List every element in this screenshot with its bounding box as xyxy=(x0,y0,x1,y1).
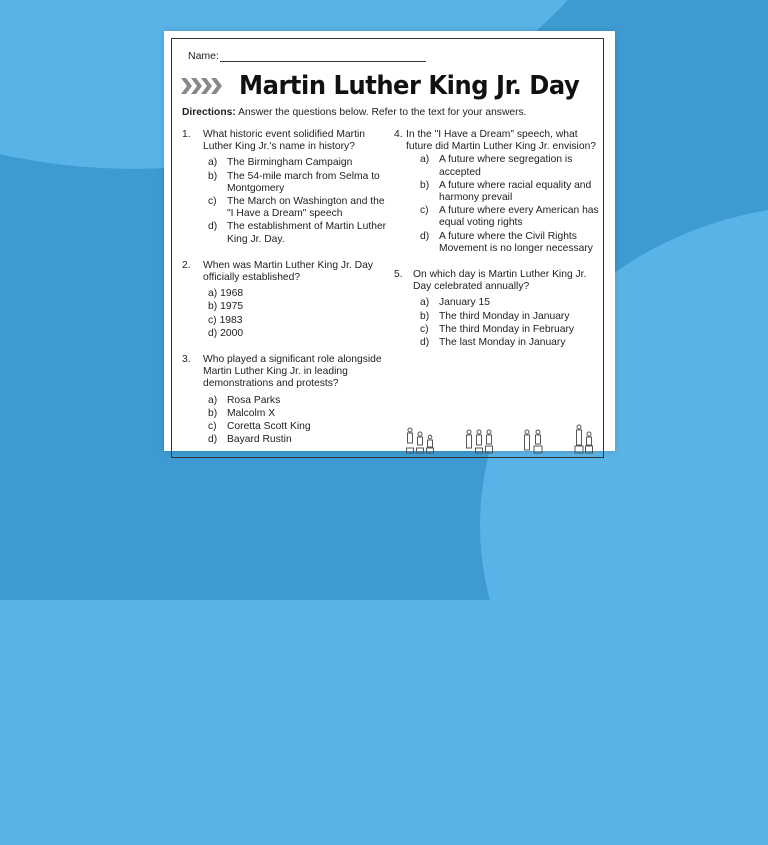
question-number: 5. xyxy=(394,269,403,281)
question-number: 2. xyxy=(182,259,191,271)
title-row xyxy=(181,69,605,103)
option-text: January 15 xyxy=(439,297,490,309)
option-letter: c) xyxy=(208,196,217,208)
option-item[interactable] xyxy=(208,301,387,313)
option-text: A future where segregation is accepted xyxy=(439,154,573,178)
option-letter: a) xyxy=(208,157,218,169)
option-text: The third Monday in January xyxy=(439,310,570,322)
questions-column-left xyxy=(182,129,387,460)
option-letter: b) xyxy=(420,310,430,322)
option-item[interactable] xyxy=(420,337,599,349)
options-list xyxy=(208,157,387,245)
option-item[interactable] xyxy=(420,231,599,255)
question-number: 1. xyxy=(182,129,191,140)
option-letter: d) xyxy=(420,230,430,242)
option-item[interactable] xyxy=(420,154,599,178)
option-text: The last Monday in January xyxy=(439,337,566,349)
option-item[interactable] xyxy=(208,288,387,300)
options-list xyxy=(420,297,599,349)
option-text: The 54-mile march from Selma to Montgomery xyxy=(227,170,380,194)
people-pair-icon xyxy=(573,424,595,454)
option-item[interactable] xyxy=(208,434,387,446)
option-item[interactable] xyxy=(420,324,599,336)
people-group-icon xyxy=(405,424,435,454)
name-row xyxy=(188,50,426,62)
question-3 xyxy=(182,354,387,446)
option-item[interactable] xyxy=(420,205,599,229)
option-text: The Birmingham Campaign xyxy=(227,157,353,169)
option-text: The third Monday in February xyxy=(439,323,575,335)
option-item[interactable] xyxy=(208,157,387,169)
option-text: A future where the Civil Rights Movement is no longer necessary xyxy=(439,230,593,254)
option-item[interactable] xyxy=(208,315,387,327)
option-letter: b) xyxy=(420,179,430,191)
question-1 xyxy=(182,129,387,246)
options-list xyxy=(420,154,599,255)
options-list xyxy=(208,288,387,340)
option-item[interactable] xyxy=(208,196,387,220)
option-letter: a) xyxy=(420,297,430,309)
name-blank-line[interactable] xyxy=(220,51,426,62)
option-item[interactable] xyxy=(420,297,599,309)
question-text: When was Martin Luther King Jr. Day officially established? xyxy=(203,259,373,284)
option-letter: a) xyxy=(420,154,430,166)
name-label: Name: xyxy=(188,50,219,62)
option-text: A future where racial equality and harmony prevail xyxy=(439,179,592,204)
option-letter: b) xyxy=(208,407,218,419)
option-item[interactable] xyxy=(208,408,387,420)
option-letter: c) xyxy=(420,323,429,335)
option-letter: d) xyxy=(420,337,430,349)
question-5 xyxy=(394,269,599,349)
option-text: Coretta Scott King xyxy=(227,421,311,433)
option-letter: d) xyxy=(208,434,218,446)
option-item[interactable] xyxy=(208,328,387,340)
figures-row xyxy=(405,424,595,454)
copyright-side-text xyxy=(606,435,610,455)
option-text: 2000 xyxy=(220,327,244,339)
option-text: Bayard Rustin xyxy=(227,434,292,446)
option-item[interactable] xyxy=(420,180,599,204)
worksheet-title: Martin Luther King Jr. Day xyxy=(239,71,580,101)
directions-label: Directions: xyxy=(182,107,236,118)
question-number: 3. xyxy=(182,354,191,366)
option-letter: a) xyxy=(208,394,218,406)
option-text: 1983 xyxy=(219,314,243,326)
chevron-arrows-icon xyxy=(181,78,231,94)
question-2 xyxy=(182,260,387,340)
people-pair-icon xyxy=(522,424,544,454)
option-letter: b) xyxy=(208,301,218,313)
question-number: 4. xyxy=(394,129,403,140)
option-text: The establishment of Martin Luther King Jr. Day. xyxy=(227,221,387,245)
option-letter: b) xyxy=(208,170,218,182)
option-item[interactable] xyxy=(208,395,387,407)
question-text: On which day is Martin Luther King Jr. Day celebrated annually? xyxy=(413,269,587,293)
option-item[interactable] xyxy=(420,311,599,323)
option-letter: d) xyxy=(208,221,218,233)
options-list xyxy=(208,395,387,447)
option-text: 1968 xyxy=(220,288,244,300)
option-text: Rosa Parks xyxy=(227,394,281,406)
question-4 xyxy=(394,129,599,255)
question-text: Who played a significant role alongside Martin Luther King Jr. in leading demonstrations and protests? xyxy=(203,354,382,390)
option-text: Malcolm X xyxy=(227,407,276,419)
directions-text: Answer the questions below. Refer to the text for your answers. xyxy=(235,107,527,118)
people-group-icon xyxy=(464,424,494,454)
option-text: The March on Washington and the "I Have a Dream" speech xyxy=(227,196,385,220)
option-item[interactable] xyxy=(208,421,387,433)
option-letter: c) xyxy=(208,421,217,433)
question-text: What historic event solidified Martin Luther King Jr.'s name in history? xyxy=(203,129,365,153)
worksheet-page xyxy=(164,31,615,451)
option-item[interactable] xyxy=(208,171,387,195)
option-letter: c) xyxy=(208,314,217,326)
directions xyxy=(182,107,527,118)
questions-column-right xyxy=(394,129,599,363)
option-letter: d) xyxy=(208,327,218,339)
option-text: A future where every American has equal voting rights xyxy=(439,205,599,229)
option-letter: a) xyxy=(208,288,218,300)
option-letter: c) xyxy=(420,205,429,217)
question-text: In the "I Have a Dream" speech, what future did Martin Luther King Jr. envision? xyxy=(406,129,597,153)
option-text: 1975 xyxy=(220,301,244,313)
option-item[interactable] xyxy=(208,221,387,245)
